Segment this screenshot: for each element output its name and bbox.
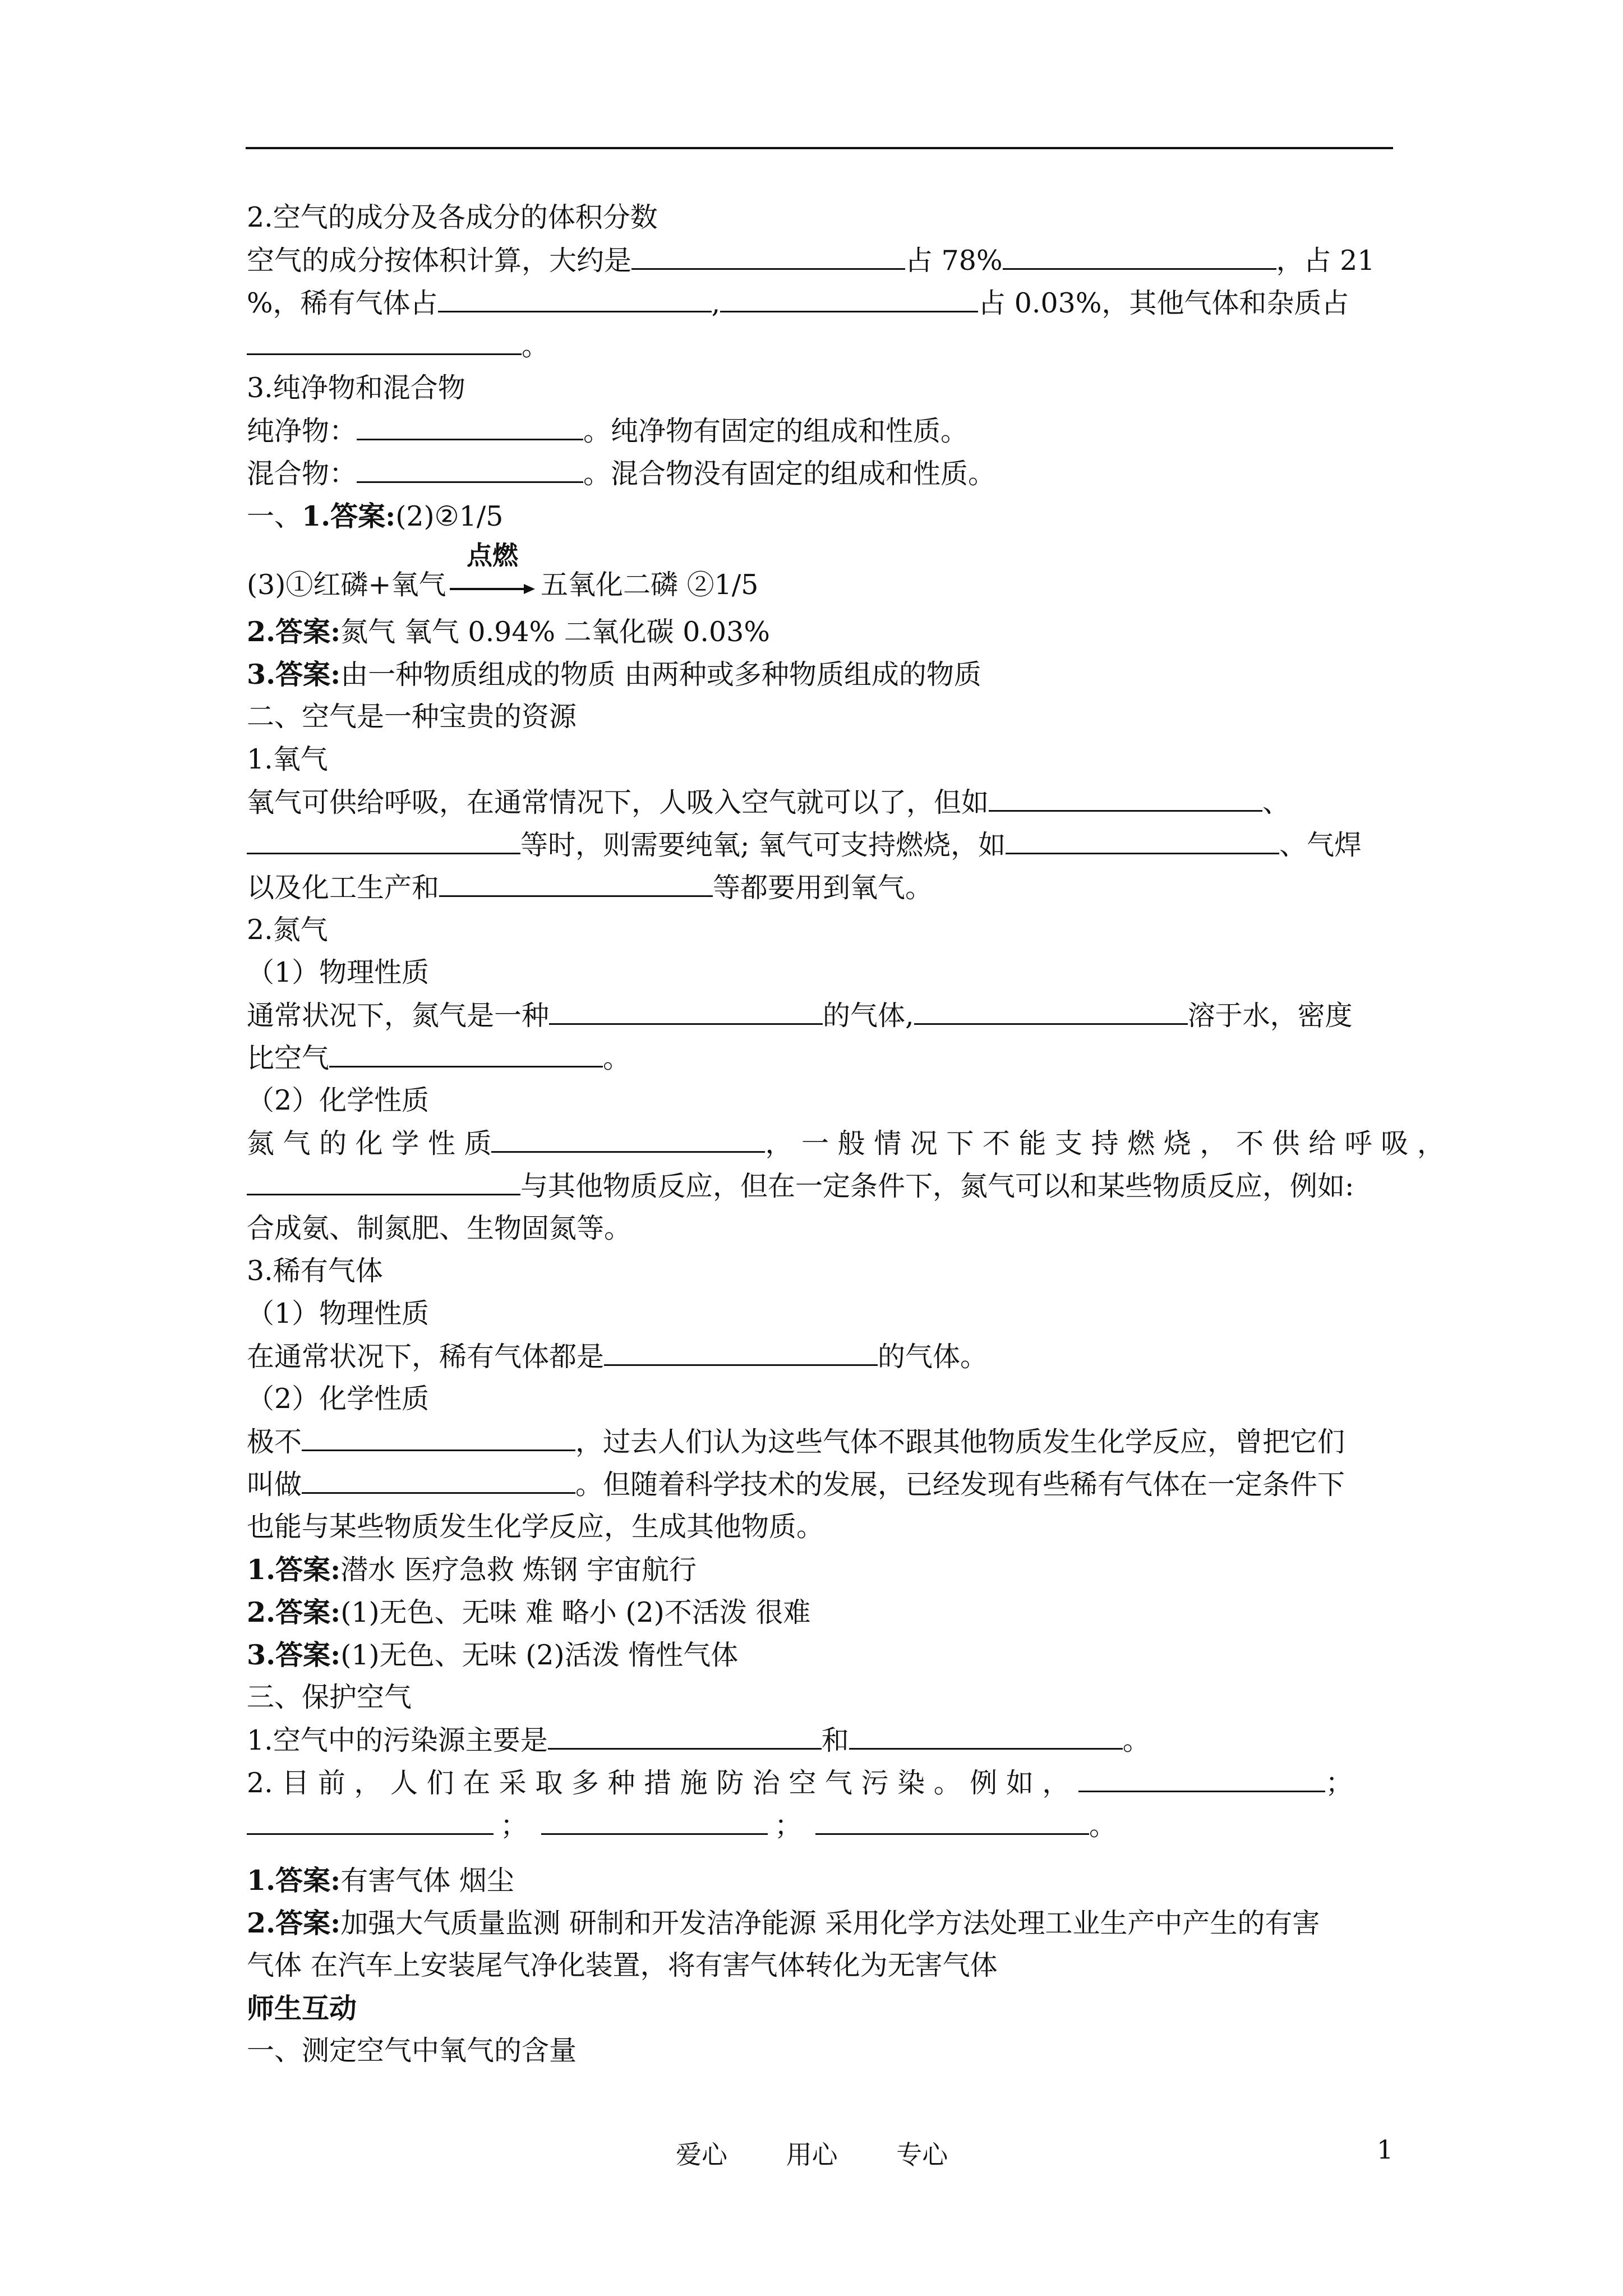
answer-blank[interactable] [1003,239,1276,270]
text-line: 以及化工生产和 等都要用到氧气。 [247,866,1394,909]
text-line: 氧气可供给呼吸，在通常情况下，人吸入空气就可以了，但如 、 [247,781,1394,823]
page-number: 1 [1377,2134,1394,2165]
subsection-heading: （2）化学性质 [247,1084,430,1116]
subsection-heading: 1.氧气 [247,743,328,775]
answer-blank[interactable] [357,409,583,440]
answer-blank[interactable] [302,1420,575,1451]
answer-blank[interactable] [329,1037,603,1068]
answer-blank[interactable] [541,1804,768,1835]
answer-line: 2.答案:氮气 氧气 0.94% 二氧化碳 0.03% [247,615,770,648]
section-heading: 师生互动 [247,1992,357,2024]
reaction-arrow-icon [448,537,537,610]
answer-blank[interactable] [989,781,1262,812]
text-line: 叫做 。但随着科学技术的发展，已经发现有些稀有气体在一定条件下 [247,1463,1394,1506]
text-line: 纯净物： 。纯净物有固定的组成和性质。 [247,409,1394,452]
answer-line: 1.答案:潜水 医疗急救 炼钢 宇宙航行 [247,1553,697,1586]
text-line: 1.空气中的污染源主要是 和 。 [247,1719,1394,1761]
section-heading: 2.空气的成分及各成分的体积分数 [247,201,658,233]
text-line: 通常状况下，氮气是一种 的气体, 溶于水，密度 [247,994,1394,1037]
answer-line: 气体 在汽车上安装尾气净化装置，将有害气体转化为无害气体 [247,1949,998,1981]
section-heading: 一、测定空气中氧气的含量 [247,2035,577,2067]
header-rule [246,147,1393,149]
answer-blank[interactable] [720,282,978,312]
answer-blank[interactable] [815,1804,1089,1835]
text-line: ； ； 。 [247,1804,1394,1847]
answer-blank[interactable] [302,1463,575,1494]
subsection-heading: （1）物理性质 [247,956,430,988]
answer-blank[interactable] [247,1165,520,1195]
answer-blank[interactable] [491,1122,765,1153]
answer-blank[interactable] [1006,823,1279,854]
answer-blank[interactable] [631,239,905,270]
section-heading: 三、保护空气 [247,1681,412,1713]
answer-blank[interactable] [439,866,713,897]
section-heading: 3.纯净物和混合物 [247,372,465,404]
answer-blank[interactable] [1078,1761,1325,1792]
text-line: 比空气 。 [247,1037,1394,1079]
text-line: 与其他物质反应，但在一定条件下，氮气可以和某些物质反应，例如: [247,1165,1394,1207]
answer-blank[interactable] [247,1804,494,1835]
answer-blank[interactable] [247,324,522,355]
answer-line: 1.答案:有害气体 烟尘 [247,1864,514,1897]
answer-line: 2.答案:加强大气质量监测 研制和开发洁净能源 采用化学方法处理工业生产中产生的有害 [247,1907,1320,1939]
answer-blank[interactable] [849,1719,1123,1750]
answer-blank[interactable] [548,1719,822,1750]
answer-line: 3.答案:(1)无色、无味 (2)活泼 惰性气体 [247,1639,739,1671]
subsection-heading: （2）化学性质 [247,1383,430,1415]
answer-line: 一、1.答案:(2)②1/5 [247,500,504,532]
document-body [247,196,1445,2072]
answer-line: 2.答案:(1)无色、无味 难 略小 (2)不活泼 很难 [247,1596,811,1628]
subsection-heading: 3.稀有气体 [247,1255,383,1287]
text-line: 等时，则需要纯氧; 氧气可支持燃烧，如 、气焊 [247,823,1394,866]
answer-blank[interactable] [914,994,1188,1025]
answer-blank[interactable] [247,823,520,854]
page-footer [0,2134,1623,2174]
text-line: 混合物： 。混合物没有固定的组成和性质。 [247,452,1394,495]
answer-blank[interactable] [438,282,712,312]
section-heading: 二、空气是一种宝贵的资源 [247,701,577,733]
reaction-equation: (3)①红磷+氧气 点燃 五氧化二磷 ②1/5 [247,537,1394,610]
subsection-heading: （1）物理性质 [247,1297,430,1329]
text-line: 合成氨、制氮肥、生物固氮等。 [247,1212,632,1244]
text-line: 。 [247,324,1394,367]
answer-blank[interactable] [604,1335,878,1366]
text-line: 在通常状况下，稀有气体都是 的气体。 [247,1335,1394,1378]
text-line: 空气的成分按体积计算，大约是 占 78% ，占 21 [247,239,1394,282]
text-line: 2. 目 前 ， 人 们 在 采 取 多 种 措 施 防 治 空 气 污 染 。 例 如 ， ； [247,1761,1394,1804]
text-line: 极不 ，过去人们认为这些气体不跟其他物质发生化学反应，曾把它们 [247,1420,1394,1463]
reaction-condition: 点燃 [467,540,518,570]
subsection-heading: 2.氮气 [247,914,328,946]
answer-blank[interactable] [357,452,583,483]
text-line: %，稀有气体占 , 占 0.03%，其他气体和杂质占 [247,282,1394,324]
text-line: 也能与某些物质发生化学反应，生成其他物质。 [247,1511,824,1543]
text-line: 氮 气 的 化 学 性 质 ， 一 般 情 况 下 不 能 支 持 燃 烧 ， 不 供 给 呼 吸 ， [247,1122,1394,1165]
answer-blank[interactable] [549,994,823,1025]
footer-motto: 爱心 用心 专心 [676,2139,948,2170]
answer-line: 3.答案:由一种物质组成的物质 由两种或多种物质组成的物质 [247,658,981,691]
